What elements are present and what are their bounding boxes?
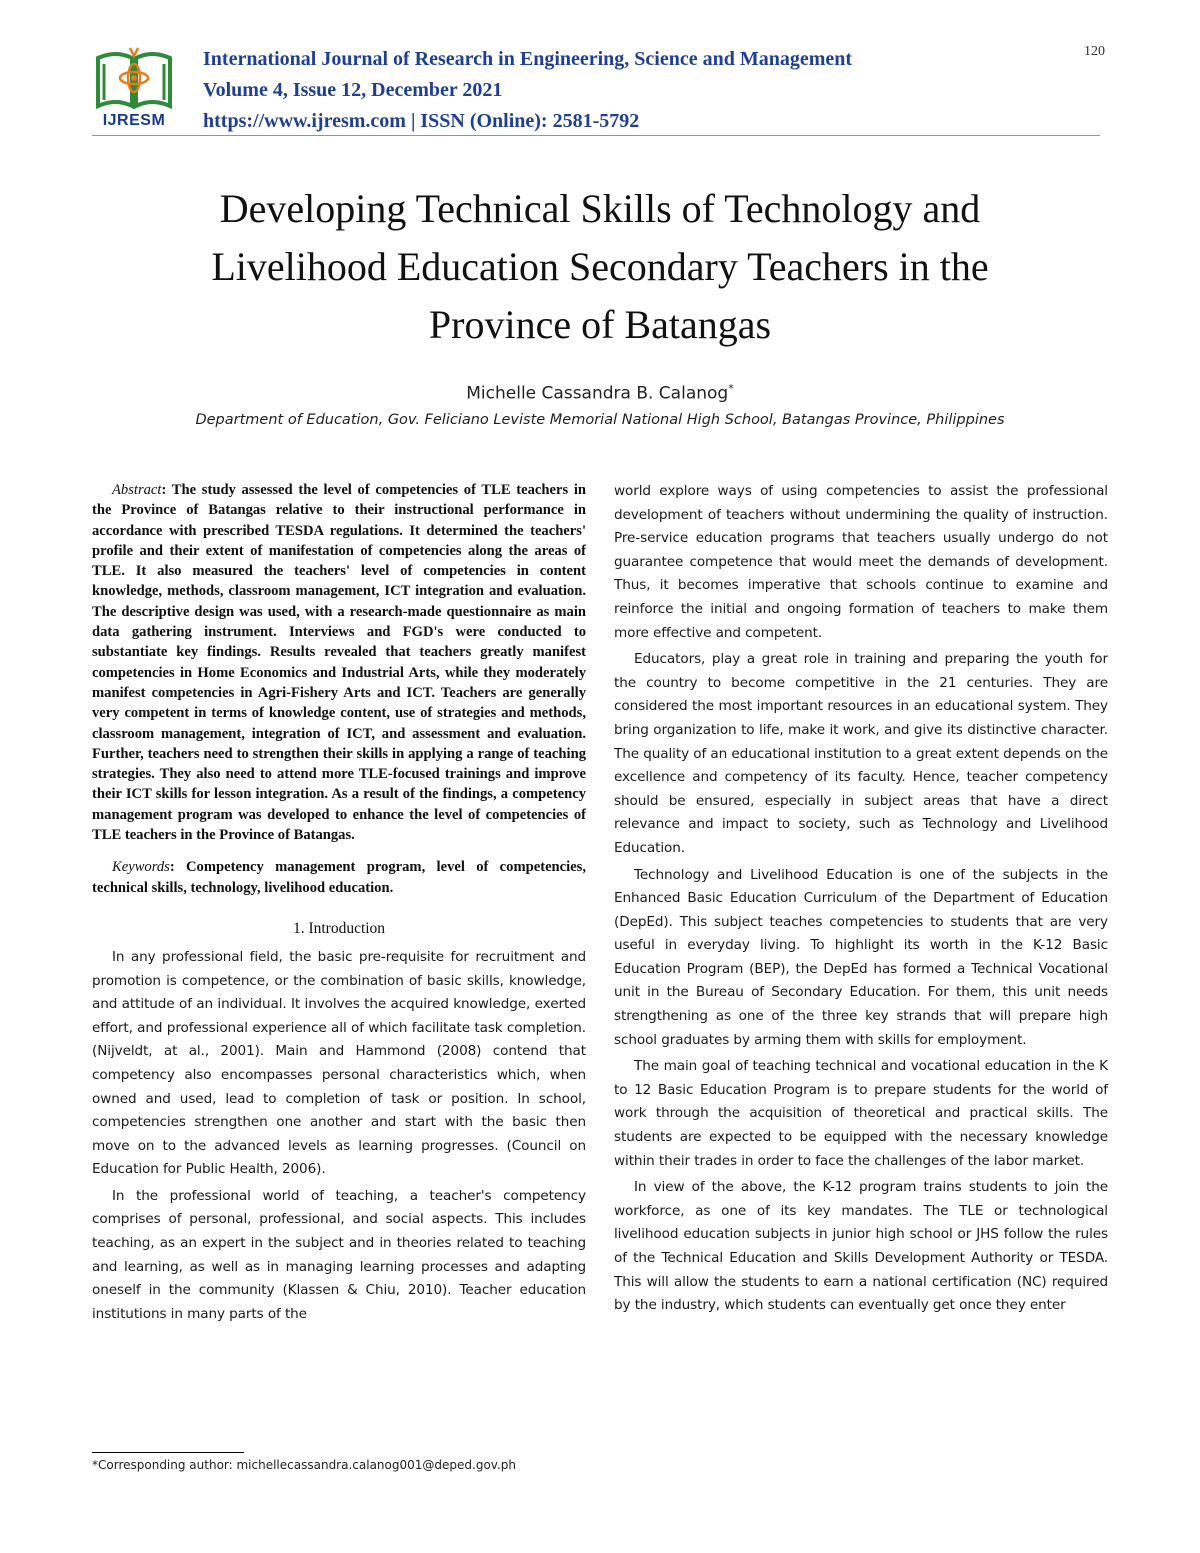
author-affiliation: Department of Education, Gov. Feliciano Leviste Memorial National High School, Batangas Province, Philippines <box>195 412 1005 428</box>
body-paragraph: Educators, play a great role in training and preparing the youth for the country to become competitive in the 21 centuries. They are considered the most important resources in an educational system. They bring organization to life, make it work, and give its distinctive character. The quality of an educational institution to a great extent depends on the excellence and competency of its faculty. Hence, teacher competency should be ensured, especially in subject areas that have a direct relevance and impact to society, such as Technology and Livelihood Education. <box>614 651 1108 856</box>
footnote-divider <box>92 1452 244 1453</box>
author-line <box>100 382 1100 404</box>
journal-url-issn[interactable]: https://www.ijresm.com | ISSN (Online): 2581-5792 <box>203 110 640 132</box>
corresponding-author-footnote: *Corresponding author: michellecassandra.calanog001@deped.gov.ph <box>92 1458 516 1472</box>
journal-logo <box>92 44 176 134</box>
title-line: Province of Batangas <box>428 302 772 347</box>
body-paragraph: In view of the above, the K-12 program trains students to join the workforce, as one of its key mandates. The TLE or technological livelihood education subjects in junior high school or JHS follow the rules of the Technical Education and Skills Development Authority or TESDA. This will allow the students to earn a national certification (NC) required by the industry, which students can eventually get once they enter <box>614 1179 1108 1314</box>
abstract <box>92 480 586 845</box>
right-column <box>614 480 1108 1321</box>
journal-name[interactable]: International Journal of Research in Engineering, Science and Management <box>203 48 853 70</box>
abstract-text: : The study assessed the level of competencies of TLE teachers in the Province of Batangas relative to their instructional performance in accordance with prescribed TESDA regulations. It determined the teachers' profile and their extent of manifestation of competencies along the areas of TLE. It also measured the teachers' level of competencies in content knowledge, methods, classroom management, ICT integration and evaluation. The descriptive design was used, with a research-made questionnaire as main data gathering instrument. Interviews and FGD's were conducted to substantiate key findings. Results revealed that teachers greatly manifest competencies in Home Economics and Industrial Arts, while they moderately manifest competencies in Agri-Fishery Arts and ICT. Teachers are generally very competent in terms of knowledge content, use of strategies and methods, classroom management, integration of ICT, and assessment and evaluation. Further, teachers need to strengthen their skills in applying a range of teaching strategies. They also need to attend more TLE-focused trainings and improve their ICT skills for lesson integration. As a result of the findings, a competency management program was developed to enhance the level of competencies of TLE teachers in the Province of Batangas. <box>92 482 586 844</box>
keywords <box>92 857 586 898</box>
page-number: 120 <box>1084 44 1105 59</box>
title-line: Livelihood Education Secondary Teachers in the <box>211 244 989 289</box>
header-divider <box>92 135 1100 136</box>
body-paragraph: The main goal of teaching technical and vocational education in the K to 12 Basic Education Program is to prepare students for the world of work through the acquisition of theoretical and practical skills. The students are expected to be equipped with the necessary knowledge within their trades in order to face the challenges of the labor market. <box>614 1058 1108 1169</box>
keywords-text: : Competency management program, level of competencies, technical skills, technology, livelihood education. <box>92 859 586 896</box>
keywords-label: Keywords <box>112 859 170 876</box>
volume-issue: Volume 4, Issue 12, December 2021 <box>203 79 503 101</box>
title-line: Developing Technical Skills of Technology and <box>219 186 981 231</box>
body-paragraph: In any professional field, the basic pre-requisite for recruitment and promotion is competence, or the combination of basic skills, knowledge, and attitude of an individual. It involves the acquired knowledge, exerted effort, and professional experience all of which facilitate task completion. (Nijveldt, at al., 2001). Main and Hammond (2008) contend that competency also encompasses personal characteristics which, when owned and used, lead to completion of task or position. In school, competencies strengthen one another and start with the basic then move on to the advanced levels as learning progresses. (Council on Education for Public Health, 2006). <box>92 948 586 1178</box>
body-paragraph: In the professional world of teaching, a teacher's competency comprises of personal, professional, and social aspects. This includes teaching, as an expert in the subject and in theories related to teaching and learning, as well as in managing learning processes and adapting oneself in the community (Klassen & Chiu, 2010). Teacher education institutions in many parts of the <box>92 1187 586 1322</box>
author-name: Michelle Cassandra B. Calanog <box>466 383 729 404</box>
paper-title <box>100 180 1100 354</box>
book-logo-icon <box>92 44 176 110</box>
body-paragraph: Technology and Livelihood Education is one of the subjects in the Enhanced Basic Education Curriculum of the Department of Education (DepEd). This subject teaches competencies to students that are very useful in everyday living. To highlight its worth in the K-12 Basic Education Program (BEP), the DepEd has formed a Technical Vocational unit in the Bureau of Secondary Education. For them, this unit needs strengthening as one of the three key strands that will prepare high school graduates by arming them with skills for employment. <box>614 866 1108 1048</box>
author-footnote-mark[interactable]: * <box>728 382 734 395</box>
journal-header <box>203 44 852 137</box>
abstract-label: Abstract <box>112 482 162 498</box>
left-column <box>92 480 586 1329</box>
section-heading-introduction: 1. Introduction <box>292 919 386 937</box>
body-paragraph: world explore ways of using competencies to assist the professional development of teachers without undermining the quality of instruction. Pre-service education programs that teachers usually undergo do not guarantee competence that would meet the demands of development. Thus, it becomes imperative that schools continue to examine and reinforce the initial and ongoing formation of teachers to make them more effective and competent. <box>614 483 1108 641</box>
logo-wordmark: IJRESM <box>102 112 166 129</box>
